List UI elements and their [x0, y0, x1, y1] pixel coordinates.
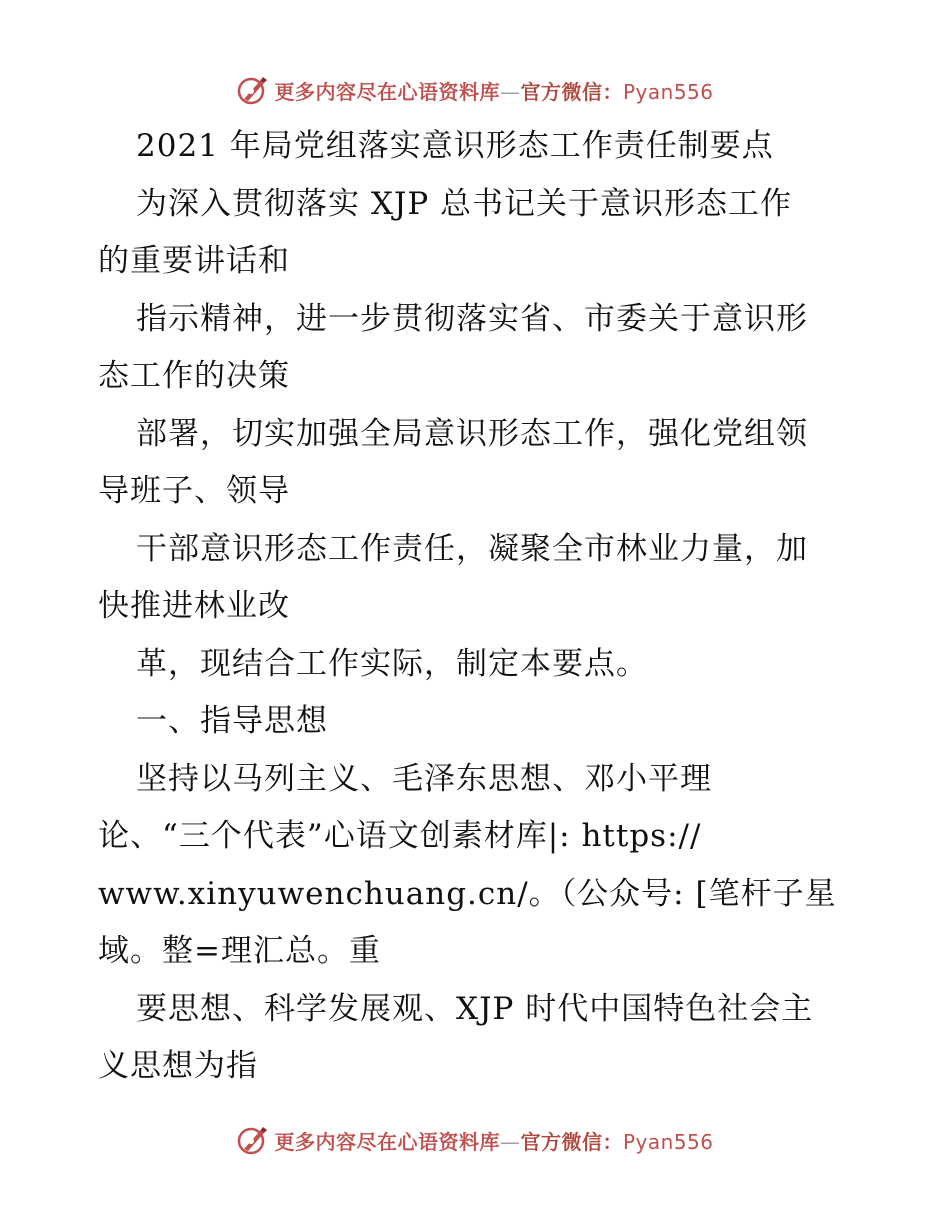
- document-line: 义思想为指: [98, 1048, 258, 1084]
- document-line: 态工作的决策: [98, 358, 290, 394]
- document-line: 2021 年局党组落实意识形态工作责任制要点: [136, 128, 774, 164]
- document-line: 导班子、领导: [98, 473, 290, 509]
- banner-wechat-id: Pyan556: [622, 79, 714, 104]
- banner-brand: 更多内容尽在心语资料库: [274, 79, 500, 104]
- document-line: 的重要讲话和: [98, 243, 290, 279]
- document-line: 论、“三个代表”心语文创素材库|: https://: [98, 818, 702, 854]
- pen-circle-icon: [236, 1123, 270, 1157]
- document-line: 指示精神，进一步贯彻落实省、市委关于意识形: [136, 300, 808, 337]
- banner-separator: —: [499, 79, 521, 104]
- document-line: 部署，切实加强全局意识形态工作，强化党组领: [136, 415, 808, 452]
- pen-circle-icon: [236, 73, 270, 107]
- banner-text: [274, 76, 713, 105]
- banner-brand: 更多内容尽在心语资料库: [274, 1129, 500, 1154]
- header-banner: [0, 70, 950, 110]
- document-line: 为深入贯彻落实 XJP 总书记关于意识形态工作: [136, 185, 793, 222]
- document-line: 干部意识形态工作责任，凝聚全市林业力量，加: [136, 530, 808, 567]
- banner-wechat-id: Pyan556: [622, 1129, 714, 1154]
- banner-official-label: 官方微信：: [520, 79, 623, 104]
- document-line: 一、指导思想: [136, 703, 328, 739]
- document-body: [98, 118, 858, 1096]
- document-line: 快推进林业改: [98, 588, 290, 624]
- footer-banner: [0, 1120, 950, 1160]
- document-line: 坚持以马列主义、毛泽东思想、邓小平理: [136, 760, 712, 797]
- banner-official-label: 官方微信：: [520, 1129, 623, 1154]
- banner-text: [274, 1126, 713, 1155]
- document-line: 域。整=理汇总。重: [98, 933, 381, 969]
- document-line: 要思想、科学发展观、XJP 时代中国特色社会主: [136, 990, 814, 1027]
- document-line: 革，现结合工作实际，制定本要点。: [136, 645, 648, 682]
- document-line: www.xinyuwenchuang.cn/。（公众号: [笔杆子星: [98, 875, 837, 912]
- banner-separator: —: [499, 1129, 521, 1154]
